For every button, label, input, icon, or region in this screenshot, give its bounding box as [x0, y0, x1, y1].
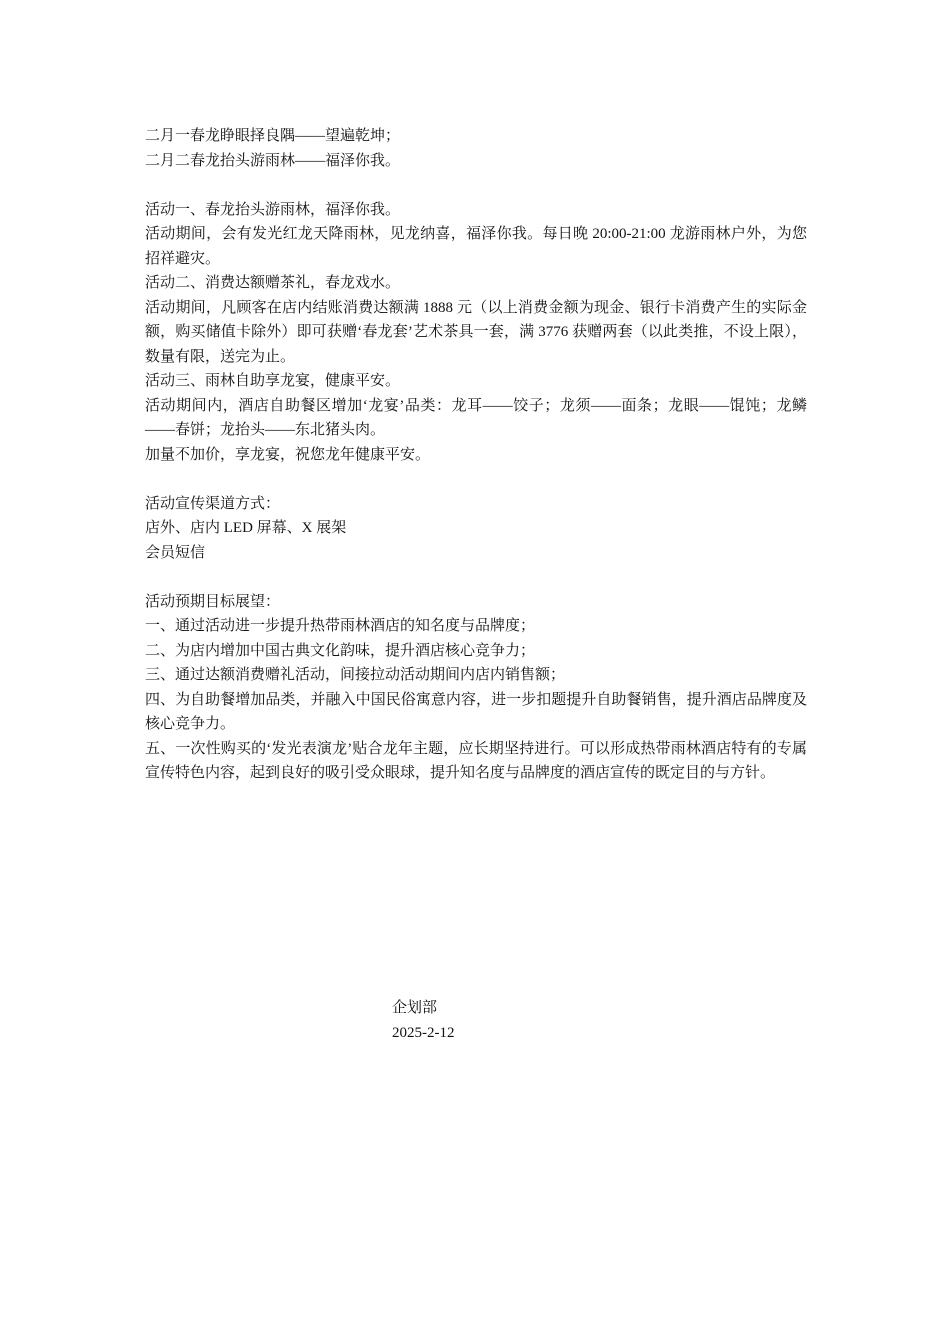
activity-title: 活动二、消费达额赠茶礼，春龙戏水。 — [145, 275, 401, 291]
goal-item: 三、通过达额消费赠礼活动，间接拉动活动期间内店内销售额； — [145, 667, 566, 683]
goal-item: 一、通过活动进一步提升热带雨林酒店的知名度与品牌度； — [145, 618, 536, 634]
goals-heading: 活动预期目标展望： — [145, 593, 281, 610]
intro-line: 二月一春龙睁眼择良隅——望遍乾坤； — [145, 128, 401, 144]
activity-title: 活动一、春龙抬头游雨林，福泽你我。 — [145, 201, 401, 218]
activity-body: 活动期间内，酒店自助餐区增加‘龙宴’品类：龙耳——饺子；龙须——面条；龙眼——馄饨；龙鳞——春饼；龙抬头——东北猪头肉。 — [145, 397, 807, 438]
paragraph-gap — [145, 173, 807, 198]
paragraph-gap — [145, 467, 807, 492]
document-body — [145, 124, 807, 786]
channel-item: 店外、店内 LED 屏幕、X 展架 — [145, 520, 347, 536]
channels-heading: 活动宣传渠道方式： — [145, 495, 281, 512]
paragraph-gap — [145, 565, 807, 590]
goal-item: 五、一次性购买的‘发光表演龙’贴合龙年主题，应长期坚持进行。可以形成热带雨林酒店特有的专属宣传特色内容，起到良好的吸引受众眼球，提升知名度与品牌度的酒店宣传的既定目的与方针。 — [145, 740, 807, 781]
intro-line: 二月二春龙抬头游雨林——福泽你我。 — [145, 152, 401, 169]
signature-date: 2025-2-12 — [392, 1025, 455, 1041]
goal-item: 二、为店内增加中国古典文化韵味，提升酒店核心竞争力； — [145, 642, 536, 659]
goal-item: 四、为自助餐增加品类，并融入中国民俗寓意内容，进一步扣题提升自助餐销售，提升酒店品牌度及核心竞争力。 — [145, 691, 807, 732]
activity-title: 活动三、雨林自助享龙宴，健康平安。 — [145, 373, 401, 389]
signature-block — [392, 996, 455, 1046]
activity-body: 活动期间，会有发光红龙天降雨林，见龙纳喜，福泽你我。每日晚 20:00-21:00 龙游雨林户外，为您招祥避灾。 — [145, 226, 807, 267]
activity-body: 活动期间，凡顾客在店内结账消费达额满 1888 元（以上消费金额为现金、银行卡消费产生的实际金额，购买储值卡除外）即可获赠‘春龙套’艺术茶具一套，满 3776 获赠两套（以此类推，不设上限），数量有限，送完为止。 — [145, 299, 807, 365]
activity-note: 加量不加价，享龙宴，祝您龙年健康平安。 — [145, 446, 431, 463]
department-name: 企划部 — [392, 1000, 438, 1016]
channel-item: 会员短信 — [145, 544, 206, 561]
